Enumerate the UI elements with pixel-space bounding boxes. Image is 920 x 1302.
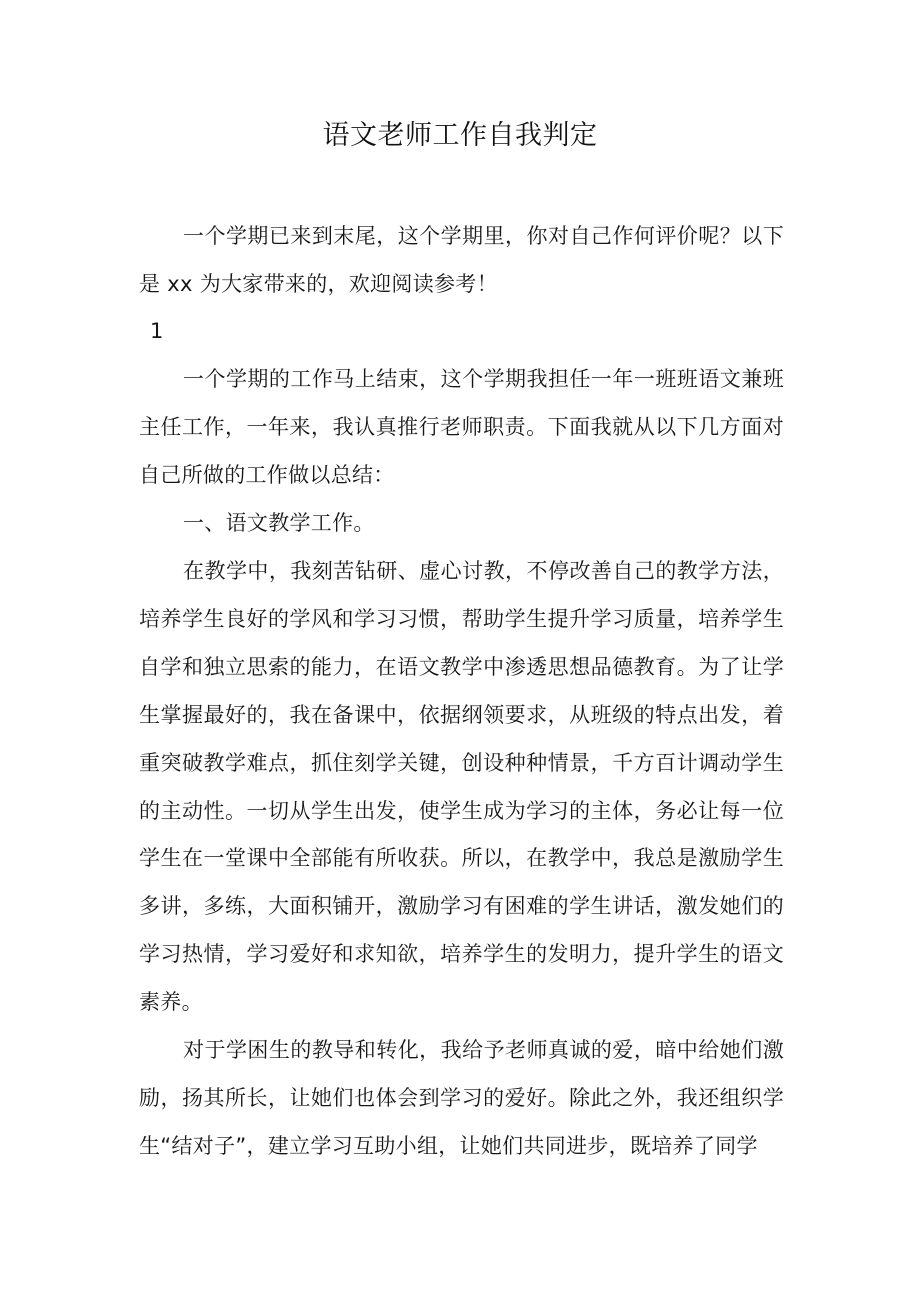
- section-number: 1: [150, 319, 164, 343]
- intro-paragraph: 一个学期已来到末尾，这个学期里，你对自己作何评价呢？以下是 xx 为大家带来的，欢迎阅读参考！: [139, 224, 784, 296]
- paragraph-3: 对于学困生的教导和转化，我给予老师真诚的爱，暗中给她们激励，扬其所长，让她们也体会到学习的爱好。除此之外，我还组织学生“结对子”，建立学习互助小组，让她们共同进步，既培养了同学: [139, 1038, 784, 1158]
- heading-1: 一、语文教学工作。: [183, 511, 375, 535]
- document-title: 语文老师工作自我判定: [322, 120, 598, 151]
- paragraph-1: 一个学期的工作马上结束，这个学期我担任一年一班班语文兼班主任工作，一年来，我认真推行老师职责。下面我就从以下几方面对自己所做的工作做以总结：: [139, 367, 784, 487]
- paragraph-2: 在教学中，我刻苦钻研、虚心讨教，不停改善自己的教学方法，培养学生良好的学风和学习习惯，帮助学生提升学习质量，培养学生自学和独立思索的能力，在语文教学中渗透思想品德教育。为了让学生掌握最好的，我在备课中，依据纲领要求，从班级的特点出发，着重突破教学难点，抓住刻学关键，创设种种情景，千方百计调动学生的主动性。一切从学生出发，使学生成为学习的主体，务必让每一位学生在一堂课中全部能有所收获。所以，在教学中，我总是激励学生多讲，多练，大面积铺开，激励学习有困难的学生讲话，激发她们的学习热情，学习爱好和求知欲，培养学生的发明力，提升学生的语文素养。: [139, 559, 784, 1015]
